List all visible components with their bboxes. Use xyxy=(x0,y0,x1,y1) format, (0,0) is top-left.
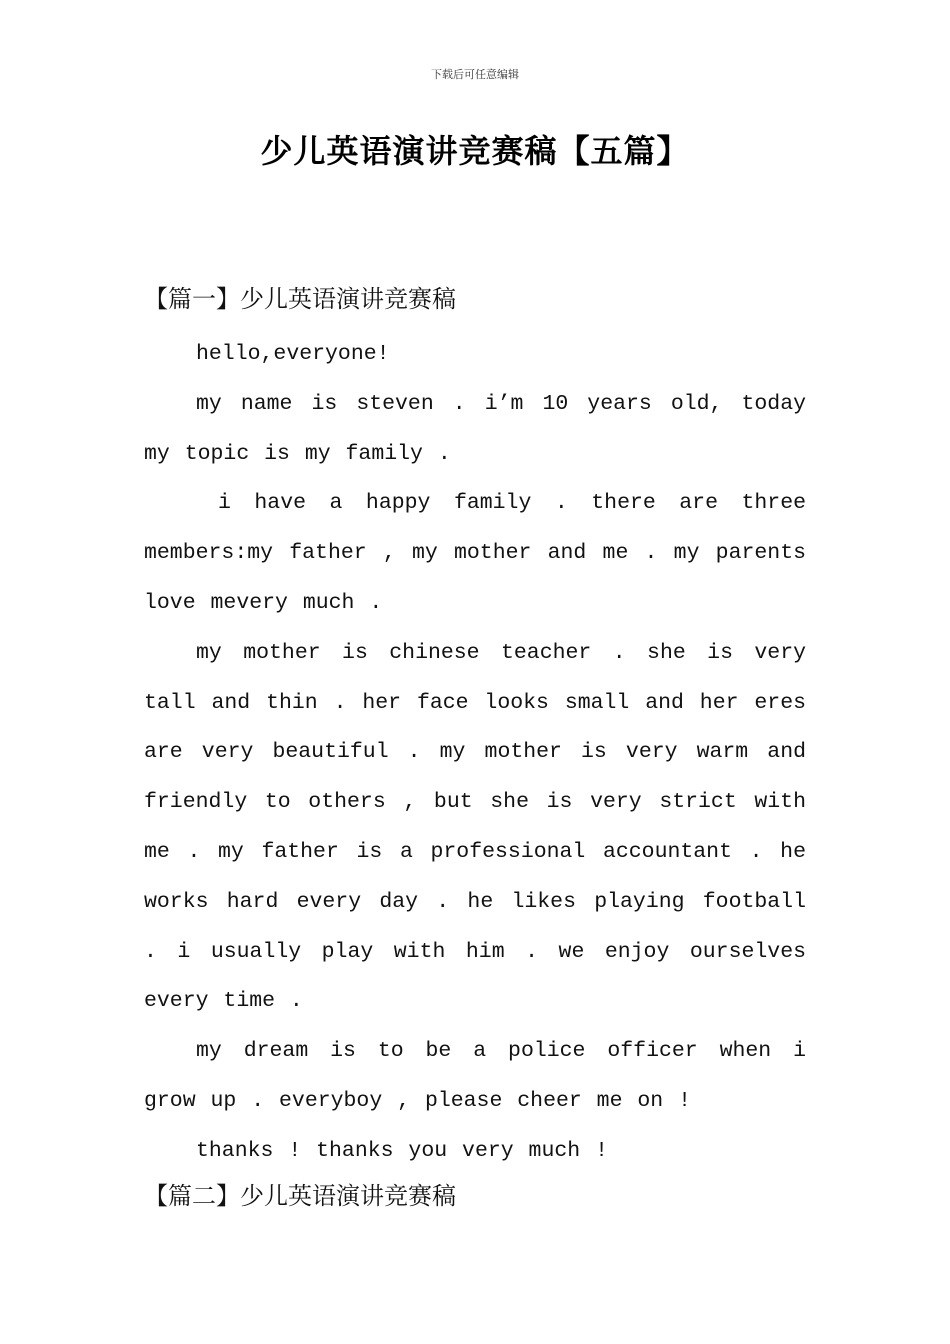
paragraph-parents: my mother is chinese teacher . she is very tall and thin . her face looks small and her eres are very beautiful . my mother is very warm and friendly to others , but she is very strict with me . my father is a professional accountant . he works hard every day . he likes playing football . i usually play with him . we enjoy ourselves every time . xyxy=(144,640,806,1014)
paragraph-thanks: thanks ! thanks you very much ! xyxy=(196,1138,608,1163)
section-heading-1: 【篇一】少儿英语演讲竞赛稿 xyxy=(144,285,456,313)
paragraph-greeting: hello,everyone! xyxy=(196,342,390,366)
paragraph-intro: my name is steven . i’m 10 years old, today my topic is my family . xyxy=(144,391,806,466)
section-heading-2: 【篇二】少儿英语演讲竞赛稿 xyxy=(144,1181,456,1210)
document-body xyxy=(144,280,806,1215)
document-title: 少儿英语演讲竞赛稿【五篇】 xyxy=(260,132,690,170)
paragraph-dream: my dream is to be a police officer when i grow up . everyboy , please cheer me on ! xyxy=(144,1039,806,1113)
header-note: 下载后可任意编辑 xyxy=(431,68,519,81)
paragraph-family: i have a happy family . there are three members:my father , my mother and me . my parents love mevery much . xyxy=(144,491,806,615)
